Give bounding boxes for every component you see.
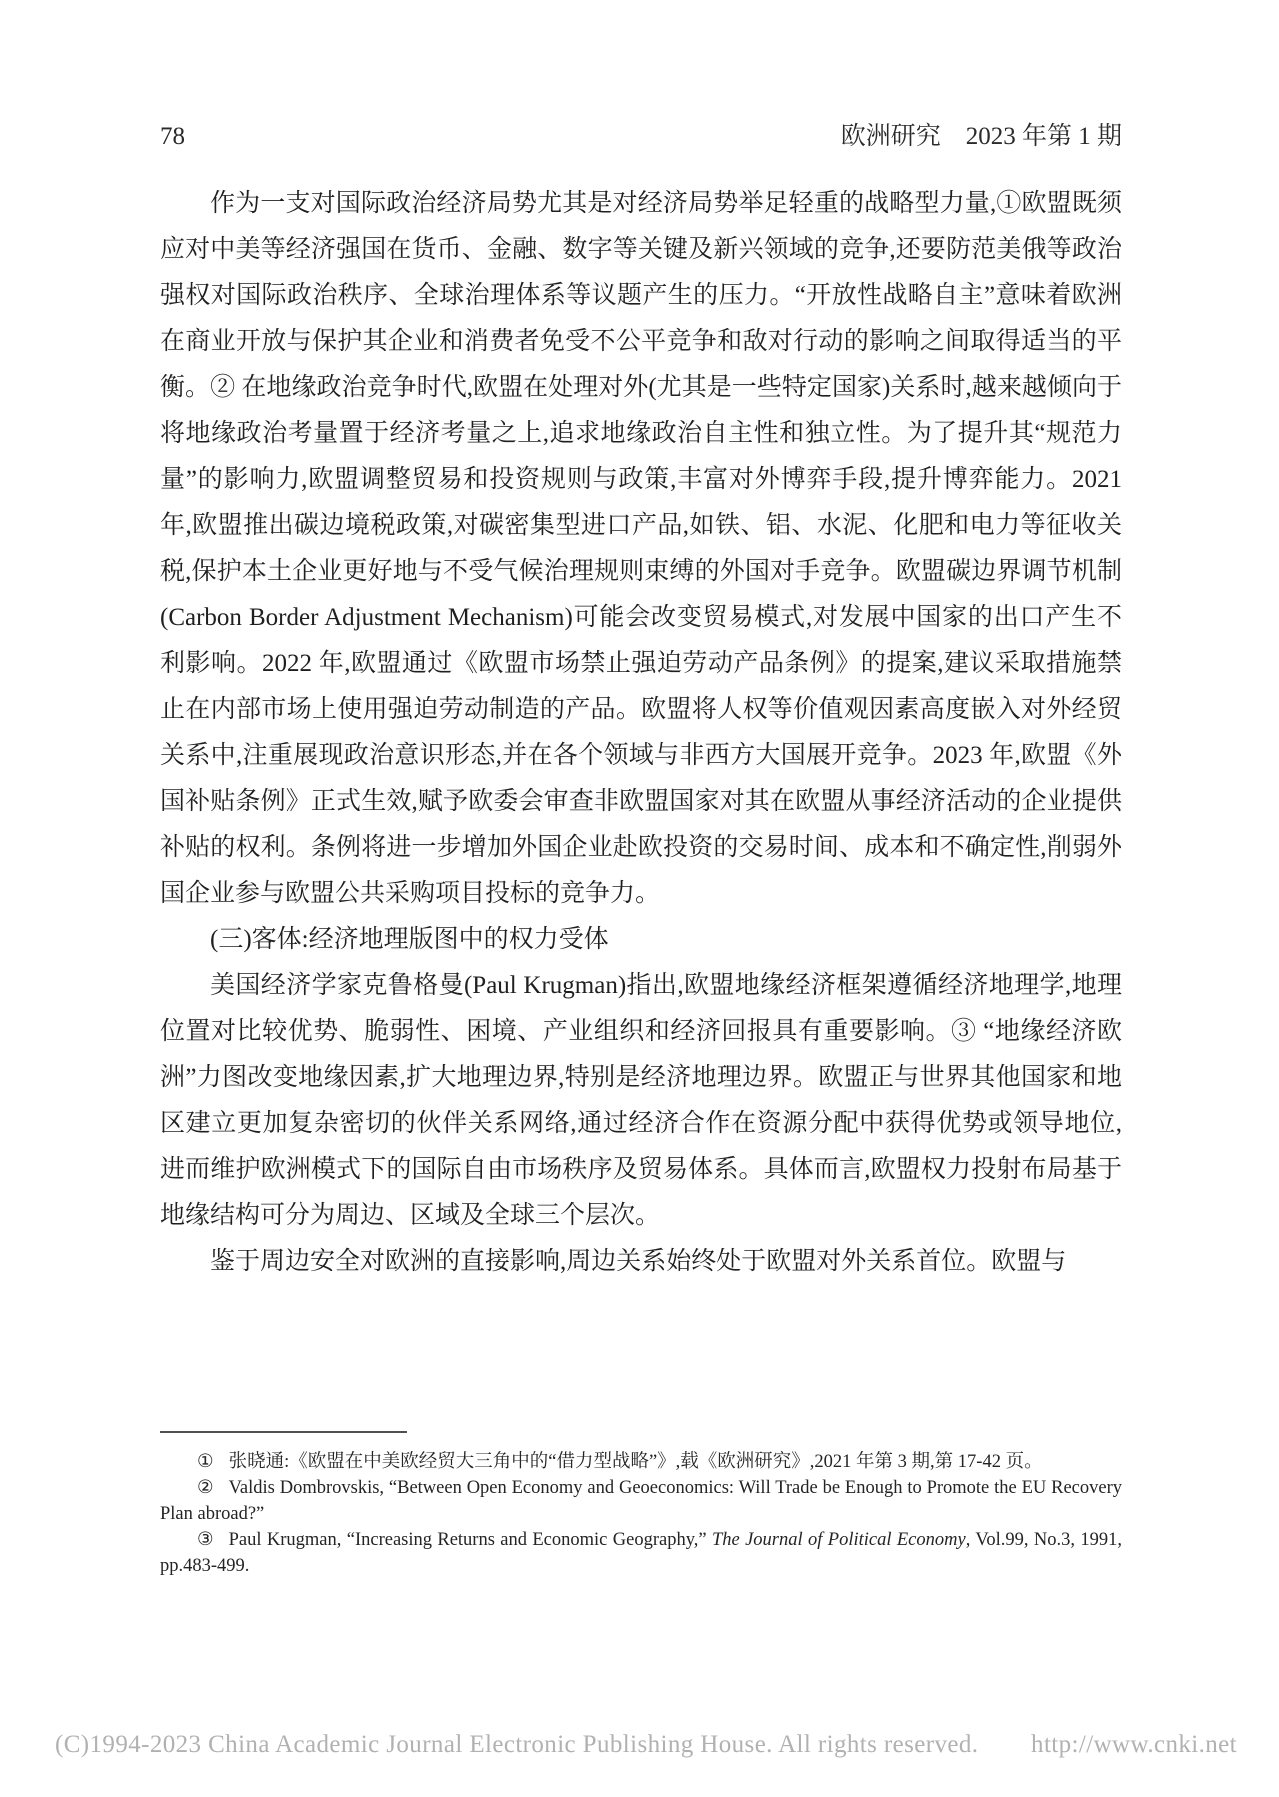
section-subheading: (三)客体:经济地理版图中的权力受体 (210, 926, 609, 953)
footnote-separator (160, 1431, 407, 1433)
footnotes-section (160, 1449, 1122, 1579)
footnote-3-text-after: , Vol.99, No.3, 1991, pp.483-499. (160, 1530, 1122, 1576)
page-number: 78 (160, 123, 185, 150)
footnote-1 (160, 1449, 1122, 1475)
footnote-1-marker: ① (197, 1452, 214, 1472)
footnote-2-text: Valdis Dombrovskis, “Between Open Economy and Geoeconomics: Will Trade be Enough to Promote the EU Recovery Plan abroad?” (160, 1478, 1122, 1524)
page-header (160, 116, 1122, 152)
cnki-url: http://www.cnki.net (1031, 1731, 1237, 1758)
journal-header: 欧洲研究 2023 年第 1 期 (840, 123, 1122, 150)
footnote-3-text-before: Paul Krugman, “Increasing Returns and Economic Geography,” (228, 1530, 712, 1550)
copyright-text: (C)1994-2023 China Academic Journal Electronic Publishing House. All rights reserved. (55, 1731, 979, 1758)
paragraph-2: 美国经济学家克鲁格曼(Paul Krugman)指出,欧盟地缘经济框架遵循经济地理学,地理位置对比较优势、脆弱性、困境、产业组织和经济回报具有重要影响。③ “地缘经济欧洲”力图改变地缘因素,扩大地理边界,特别是经济地理边界。欧盟正与世界其他国家和地区建立更加复杂密切的伙伴关系网络,通过经济合作在资源分配中获得优势或领导地位,进而维护欧洲模式下的国际自由市场秩序及贸易体系。具体而言,欧盟权力投射布局基于地缘结构可分为周边、区域及全球三个层次。 (160, 972, 1122, 1229)
article-body (160, 181, 1122, 1285)
footnote-3-marker: ③ (197, 1530, 214, 1550)
footnote-1-text: 张晓通:《欧盟在中美欧经贸大三角中的“借力型战略”》,载《欧洲研究》,2021 年第 3 期,第 17-42 页。 (228, 1452, 1043, 1472)
footnote-2 (160, 1475, 1122, 1527)
paragraph-3: 鉴于周边安全对欧洲的直接影响,周边关系始终处于欧盟对外关系首位。欧盟与 (210, 1248, 1067, 1275)
footnote-3 (160, 1527, 1122, 1579)
footer-watermark (55, 1731, 1237, 1759)
footnote-2-marker: ② (197, 1478, 214, 1498)
paragraph-1: 作为一支对国际政治经济局势尤其是对经济局势举足轻重的战略型力量,①欧盟既须应对中美等经济强国在货币、金融、数字等关键及新兴领域的竞争,还要防范美俄等政治强权对国际政治秩序、全球治理体系等议题产生的压力。“开放性战略自主”意味着欧洲在商业开放与保护其企业和消费者免受不公平竞争和敌对行动的影响之间取得适当的平衡。② 在地缘政治竞争时代,欧盟在处理对外(尤其是一些特定国家)关系时,越来越倾向于将地缘政治考量置于经济考量之上,追求地缘政治自主性和独立性。为了提升其“规范力量”的影响力,欧盟调整贸易和投资规则与政策,丰富对外博弈手段,提升博弈能力。2021 年,欧盟推出碳边境税政策,对碳密集型进口产品,如铁、铝、水泥、化肥和电力等征收关税,保护本土企业更好地与不受气候治理规则束缚的外国对手竞争。欧盟碳边界调节机制(Carbon Border Adjustment Mechanism)可能会改变贸易模式,对发展中国家的出口产生不利影响。2022 年,欧盟通过《欧盟市场禁止强迫劳动产品条例》的提案,建议采取措施禁止在内部市场上使用强迫劳动制造的产品。欧盟将人权等价值观因素高度嵌入对外经贸关系中,注重展现政治意识形态,并在各个领域与非西方大国展开竞争。2023 年,欧盟《外国补贴条例》正式生效,赋予欧委会审查非欧盟国家对其在欧盟从事经济活动的企业提供补贴的权利。条例将进一步增加外国企业赴欧投资的交易时间、成本和不确定性,削弱外国企业参与欧盟公共采购项目投标的竞争力。 (160, 190, 1122, 907)
footnote-3-journal-title: The Journal of Political Economy (711, 1530, 966, 1550)
